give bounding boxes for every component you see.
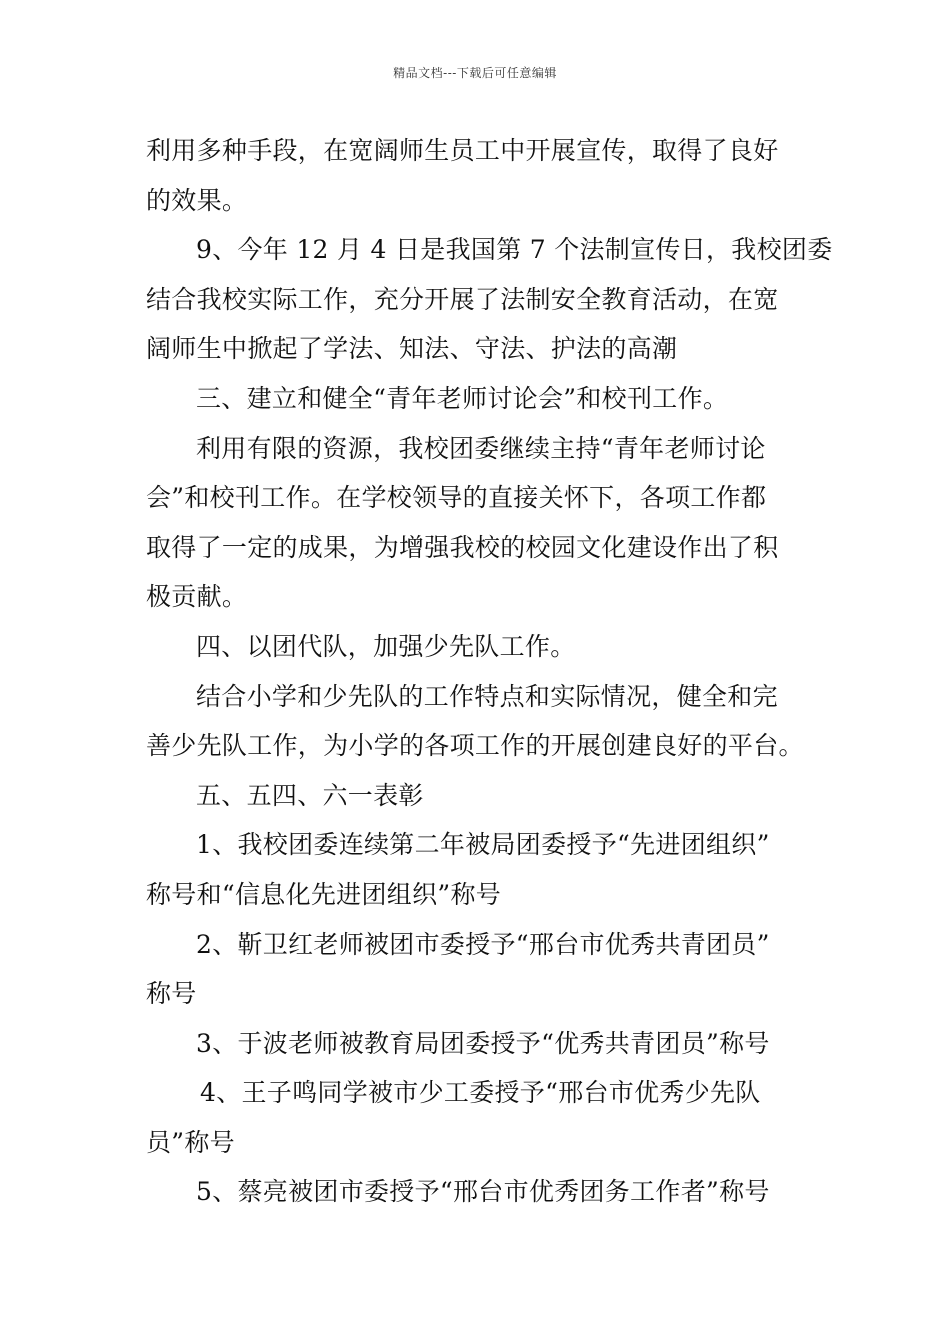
text-line: 的效果。: [146, 185, 248, 215]
text-line: 阔师生中掀起了学法、知法、守法、护法的高潮: [146, 334, 678, 364]
text-line: 善少先队工作，为小学的各项工作的开展创建良好的平台。: [146, 731, 804, 761]
text-line: 2、靳卫红老师被团市委授予“邢台市优秀共青团员”: [196, 929, 770, 959]
section-heading: 五、五四、六一表彰: [196, 780, 424, 810]
text-line: 利用多种手段，在宽阔师生员工中开展宣传，取得了良好: [146, 136, 779, 165]
text-line: 5、蔡亮被团市委授予“邢台市优秀团务工作者”称号: [196, 1177, 770, 1207]
page-header: 精品文档---下载后可任意编辑: [393, 66, 557, 80]
text-line: 1、我校团委连续第二年被局团委授予“先进团组织”: [196, 830, 770, 860]
section-heading: 四、以团代队，加强少先队工作。: [196, 631, 576, 661]
text-line: 结合我校实际工作，充分开展了法制安全教育活动，在宽: [146, 284, 779, 314]
text-line: 利用有限的资源，我校团委继续主持“青年老师讨论: [196, 433, 766, 463]
text-line: 3、于波老师被教育局团委授予“优秀共青团员”称号: [196, 1028, 770, 1058]
text-line: 会”和校刊工作。在学校领导的直接关怀下，各项工作都: [146, 483, 767, 513]
text-line: 4、王子鸣同学被市少工委授予“邢台市优秀少先队: [200, 1078, 761, 1108]
section-heading: 三、建立和健全“青年老师讨论会”和校刊工作。: [196, 383, 729, 413]
text-line: 极贡献。: [146, 582, 248, 612]
text-line: 员”称号: [146, 1127, 235, 1157]
text-line: 取得了一定的成果，为增强我校的校园文化建设作出了积: [146, 532, 779, 562]
text-line: 9、今年 12 月 4 日是我国第 7 个法制宣传日，我校团委: [196, 235, 833, 265]
text-line: 称号和“信息化先进团组织”称号: [146, 879, 502, 909]
text-line: 称号: [146, 979, 197, 1009]
text-line: 结合小学和少先队的工作特点和实际情况，健全和完: [196, 681, 778, 711]
document-body: [146, 126, 833, 1217]
